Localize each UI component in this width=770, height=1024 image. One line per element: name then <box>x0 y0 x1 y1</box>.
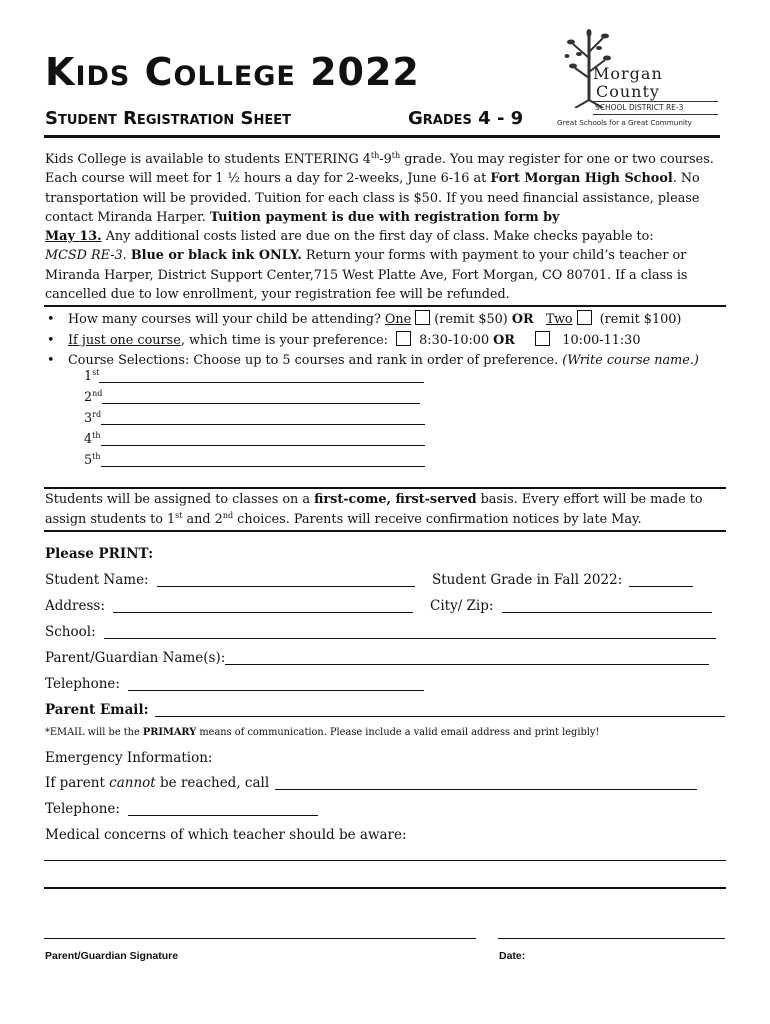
emergency-telephone-field[interactable]: Telephone: <box>45 801 318 817</box>
two-courses-checkbox[interactable] <box>577 310 592 325</box>
intro-paragraph: Kids College is available to students ENTERING 4th-9th grade. You may register for one or two courses. Each course will meet for 1 ½ hours a day for 2-weeks, June 6-16 at Fort Morgan High School. No transportation will be provided. Tuition for each class is $50. If you need financial assistance, please contact Miranda Harper. Tuition payment is due with registration form by May 13. Any additional costs listed are due on the first day of class. Make checks payable to: MCSD RE-3. Blue or black ink ONLY. Return your forms with payment to your child’s teacher or Miranda Harper, District Support Center,715 West Platte Ave, Fort Morgan, CO 80701. If a class is cancelled due to low enrollment, your registration fee will be refunded. <box>45 151 714 303</box>
address-field[interactable]: Address: <box>45 598 413 614</box>
medical-concerns-label: Medical concerns of which teacher should be aware: <box>45 827 407 843</box>
section-divider <box>44 305 726 307</box>
signature-line[interactable] <box>44 938 476 939</box>
telephone-field[interactable]: Telephone: <box>45 676 424 692</box>
section-divider <box>44 487 726 489</box>
logo-line3: SCHOOL DISTRICT RE-3 <box>595 103 684 112</box>
student-name-field[interactable]: Student Name: <box>45 572 415 588</box>
time-preference-question: • If just one course, which time is your preference: 8:30-10:00 OR 10:00-11:30 <box>45 331 730 352</box>
one-course-checkbox[interactable] <box>415 310 430 325</box>
emergency-contact-field[interactable]: If parent cannot be reached, call <box>45 775 697 791</box>
email-note: *EMAIL will be the PRIMARY means of communication. Please include a valid email address and print legibly! <box>45 727 600 738</box>
section-divider <box>44 887 726 889</box>
late-time-checkbox[interactable] <box>535 331 550 346</box>
date-label: Date: <box>499 950 526 962</box>
city-zip-field[interactable]: City/ Zip: <box>430 598 712 614</box>
date-line[interactable] <box>498 938 725 939</box>
emergency-heading: Emergency Information: <box>45 750 213 766</box>
course-questions <box>45 310 730 372</box>
course-count-question: • How many courses will your child be attending? One (remit $50) OR Two (remit $100) <box>45 310 730 331</box>
page-subtitle: Student Registration Sheet <box>45 108 291 129</box>
page-title: Kids College 2022 <box>45 50 420 94</box>
header-divider <box>44 135 720 138</box>
rank-5-field[interactable]: 5th <box>84 453 425 468</box>
district-logo <box>555 28 735 132</box>
logo-tagline: Great Schools for a Great Community <box>557 118 692 127</box>
rank-1-field[interactable]: 1st <box>84 369 424 384</box>
course-selection-instructions: • Course Selections: Choose up to 5 courses and rank in order of preference. (Write course name.) <box>45 351 730 372</box>
school-field[interactable]: School: <box>45 624 716 640</box>
logo-line2: County <box>596 82 660 101</box>
rank-4-field[interactable]: 4th <box>84 432 425 447</box>
print-heading: Please PRINT: <box>45 546 154 562</box>
logo-line1: Morgan <box>593 64 663 83</box>
assignment-notice: Students will be assigned to classes on a first-come, first-served basis. Every effort will be made to assign students to 1st and 2nd choices. Parents will receive confirmation notices by late May. <box>45 492 703 527</box>
rank-2-field[interactable]: 2nd <box>84 390 420 405</box>
morning-time-checkbox[interactable] <box>396 331 411 346</box>
medical-concerns-line[interactable] <box>44 860 726 861</box>
section-divider <box>44 530 726 532</box>
grades-label: Grades 4 - 9 <box>408 108 524 129</box>
parent-email-field[interactable]: Parent Email: <box>45 702 725 718</box>
rank-3-field[interactable]: 3rd <box>84 411 425 426</box>
parent-names-field[interactable]: Parent/Guardian Name(s): <box>45 650 709 666</box>
signature-label: Parent/Guardian Signature <box>45 950 179 962</box>
student-grade-field[interactable]: Student Grade in Fall 2022: <box>432 572 693 588</box>
